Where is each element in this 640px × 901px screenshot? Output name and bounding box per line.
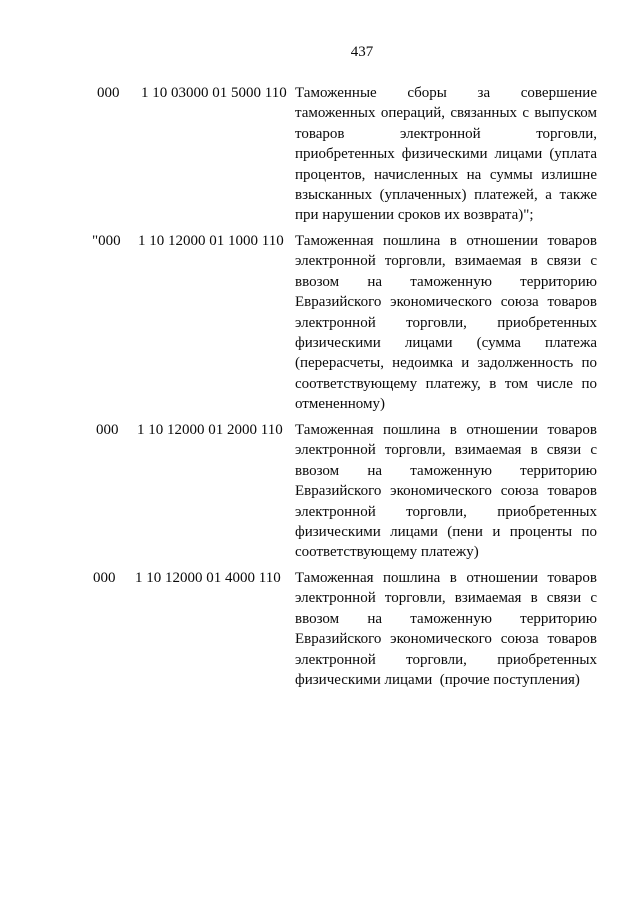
kbk-code: 1 10 12000 01 2000 110 (137, 422, 283, 438)
description-line: отмененному) (295, 396, 385, 413)
page-number: 437 (350, 44, 374, 60)
budget-code-row (0, 231, 640, 415)
description-line: (перерасчеты, недоимка и задолженность по (295, 355, 597, 372)
description-line: Таможенная пошлина в отношении товаров (295, 233, 597, 249)
description-line: взысканных (уплаченных) платежей, а также (295, 186, 597, 203)
description-line: электронной торговли, приобретенных (295, 651, 597, 668)
description (295, 568, 597, 690)
kbk-code: 1 10 12000 01 1000 110 (138, 233, 284, 249)
admin-code: "000 (92, 233, 121, 249)
description-line: физическими лицами (прочие поступления) (295, 671, 580, 688)
admin-code: 000 (96, 422, 119, 438)
description-line: Евразийского экономического союза товаров (295, 294, 597, 311)
description-line: электронной торговли, взимаемая в связи с (295, 253, 597, 270)
description (295, 420, 597, 563)
kbk-code: 1 10 03000 01 5000 110 (141, 85, 287, 101)
admin-code: 000 (97, 85, 120, 101)
description (295, 231, 597, 415)
description-line: физическими лицами (пени и проценты по (295, 523, 597, 540)
description-line: Евразийского экономического союза товаров (295, 631, 597, 648)
description-line: электронной торговли, приобретенных (295, 314, 597, 331)
description-line: электронной торговли, взимаемая в связи с (295, 442, 597, 459)
description-line: электронной торговли, приобретенных (295, 503, 597, 520)
description-line: ввозом на таможенную территорию (295, 273, 597, 290)
budget-code-row (0, 568, 640, 690)
description-line: соответствующему платежу) (295, 544, 479, 561)
description-line: Таможенные сборы за совершение (295, 85, 597, 101)
description-line: при нарушении сроков их возврата)"; (295, 207, 534, 224)
description-line: физическими лицами (сумма платежа (295, 334, 597, 351)
description-line: приобретенных физическими лицами (уплата (295, 146, 597, 163)
budget-code-row (0, 420, 640, 563)
description-line: товаров электронной торговли, (295, 125, 597, 142)
description-line: процентов, начисленных на суммы излишне (295, 166, 597, 183)
description-line: электронной торговли, взимаемая в связи с (295, 590, 597, 607)
description-line: ввозом на таможенную территорию (295, 610, 597, 627)
description-line: соответствующему платежу, в том числе по (295, 375, 597, 392)
kbk-code: 1 10 12000 01 4000 110 (135, 570, 281, 586)
description-line: Таможенная пошлина в отношении товаров (295, 422, 597, 438)
description-line: Евразийского экономического союза товаров (295, 483, 597, 500)
description-line: Таможенная пошлина в отношении товаров (295, 570, 597, 586)
description (295, 83, 597, 226)
description-line: таможенных операций, связанных с выпуском (295, 105, 597, 122)
description-line: ввозом на таможенную территорию (295, 462, 597, 479)
admin-code: 000 (93, 570, 116, 586)
budget-code-row (0, 83, 640, 226)
